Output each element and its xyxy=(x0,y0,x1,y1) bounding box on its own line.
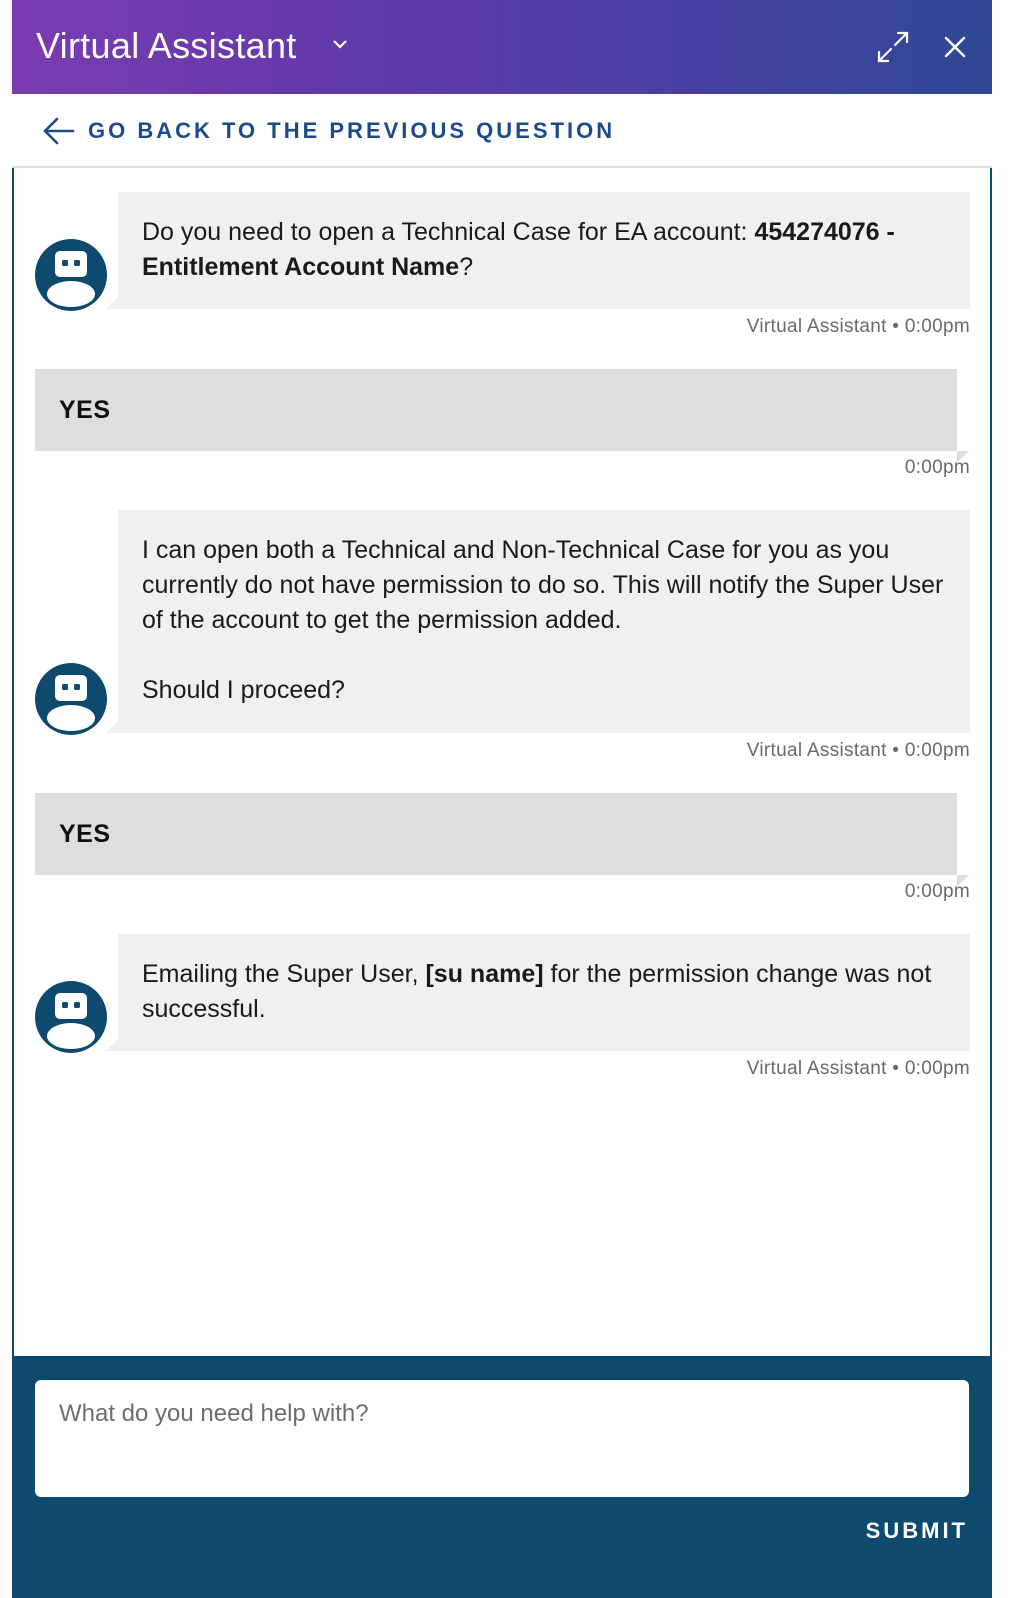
message-text: YES xyxy=(59,396,111,424)
bot-avatar-icon xyxy=(35,981,107,1053)
message-meta: Virtual Assistant • 0:00pm xyxy=(746,1058,970,1079)
composer-footer xyxy=(12,1356,992,1598)
close-icon[interactable] xyxy=(938,30,972,64)
user-message-bubble xyxy=(35,793,957,875)
chat-title[interactable]: Virtual Assistant xyxy=(36,25,297,66)
expand-icon[interactable] xyxy=(876,30,910,64)
message-meta: 0:00pm xyxy=(904,457,970,478)
chat-header xyxy=(12,0,992,94)
bot-message-bubble xyxy=(118,192,970,309)
bot-message-bubble xyxy=(118,510,970,733)
message-text: Do you need to open a Technical Case for EA account: xyxy=(142,218,755,246)
message-text: for the permission change was not successful. xyxy=(142,960,932,1023)
bot-message-bubble xyxy=(118,934,970,1051)
message-meta: Virtual Assistant • 0:00pm xyxy=(746,740,970,761)
arrow-left-icon xyxy=(42,116,76,146)
go-back-link[interactable] xyxy=(42,116,615,146)
message-text: YES xyxy=(59,820,111,848)
message-text: I can open both a Technical and Non-Technical Case for you as you currently do not have permission to do so. This will notify the Super User of the account to get the permission added. xyxy=(142,536,944,634)
message-input[interactable] xyxy=(35,1380,969,1497)
account-name: 454274076 - Entitlement Account Name xyxy=(142,218,895,281)
bot-avatar-icon xyxy=(35,239,107,311)
user-message-bubble xyxy=(35,369,957,451)
submit-button[interactable]: SUBMIT xyxy=(865,1518,968,1543)
message-text: ? xyxy=(459,253,474,281)
chevron-down-icon[interactable] xyxy=(330,34,350,54)
message-meta: Virtual Assistant • 0:00pm xyxy=(746,316,970,337)
bot-avatar-icon xyxy=(35,663,107,735)
su-name: [su name] xyxy=(425,960,544,988)
go-back-label: GO BACK TO THE PREVIOUS QUESTION xyxy=(88,118,616,143)
message-meta: 0:00pm xyxy=(904,881,970,902)
message-text: Emailing the Super User, xyxy=(142,960,426,988)
message-text: Should I proceed? xyxy=(142,676,345,704)
back-bar xyxy=(12,94,992,168)
